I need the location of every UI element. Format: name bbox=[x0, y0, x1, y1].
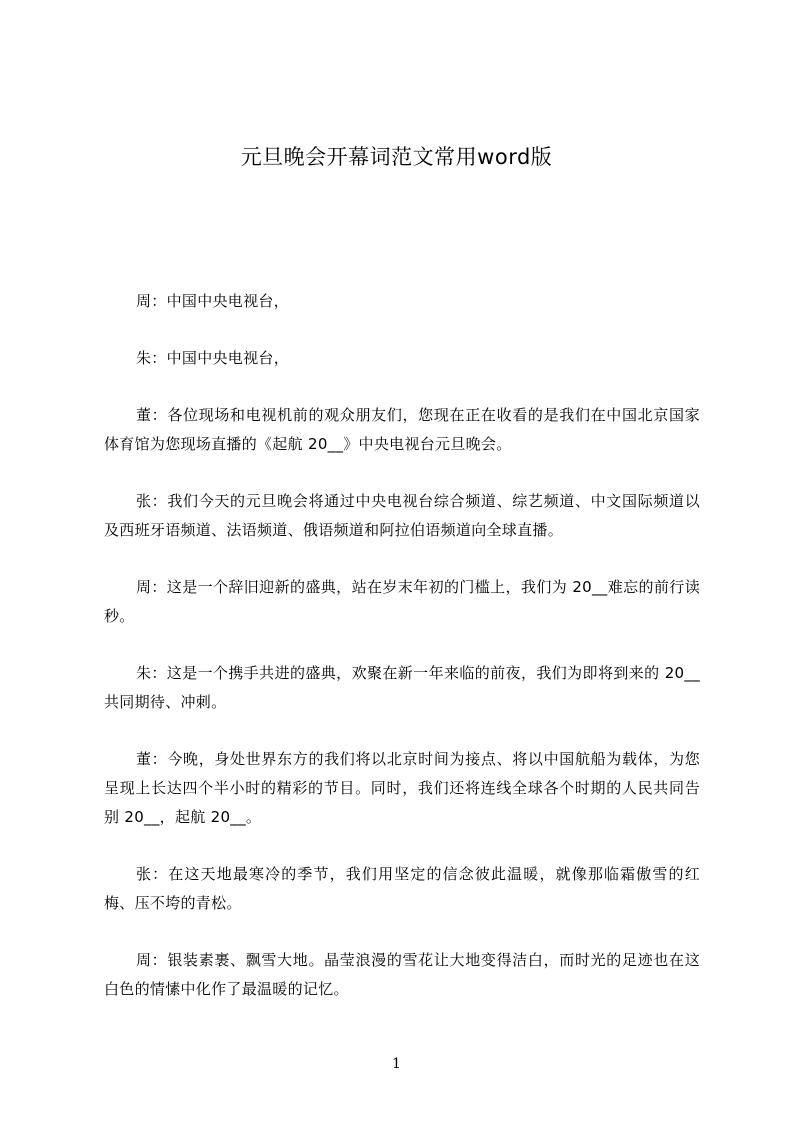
paragraph-zhang-2: 张：在这天地最寒冷的季节，我们用坚定的信念彼此温暖，就像那临霜傲雪的红梅、压不垮的青松。 bbox=[104, 865, 700, 912]
document-title: 元旦晚会开幕词范文常用word版 bbox=[240, 145, 553, 169]
paragraph-zhou-3: 周：银装素裹、飘雪大地。晶莹浪漫的雪花让大地变得洁白，而时光的足迹也在这白色的情愫中化作了最温暖的记忆。 bbox=[104, 951, 700, 998]
paragraph-zhou-2: 周：这是一个辞旧迎新的盛典，站在岁末年初的门槛上，我们为 20__难忘的前行读秒。 bbox=[104, 578, 700, 625]
document-body bbox=[104, 287, 700, 1032]
paragraph-zhu-2: 朱：这是一个携手共进的盛典，欢聚在新一年来临的前夜，我们为即将到来的 20__共同期待、冲刺。 bbox=[104, 664, 700, 711]
paragraph-zhang-1: 张：我们今天的元旦晚会将通过中央电视台综合频道、综艺频道、中文国际频道以及西班牙语频道、法语频道、俄语频道和阿拉伯语频道向全球直播。 bbox=[104, 492, 700, 539]
paragraph-zhu-1: 朱：中国中央电视台， bbox=[136, 349, 290, 367]
page-number: 1 bbox=[392, 1056, 401, 1072]
paragraph-zhou-1: 周：中国中央电视台， bbox=[136, 292, 290, 310]
paragraph-dong-2: 董：今晚，身处世界东方的我们将以北京时间为接点、将以中国航船为载体，为您呈现上长达四个半小时的精彩的节目。同时，我们还将连线全球各个时期的人民共同告别 20__，起航 20__。 bbox=[104, 750, 700, 826]
paragraph-dong-1: 董：各位现场和电视机前的观众朋友们，您现在正在收看的是我们在中国北京国家体育馆为您现场直播的《起航 20__》中央电视台元旦晚会。 bbox=[104, 406, 700, 453]
